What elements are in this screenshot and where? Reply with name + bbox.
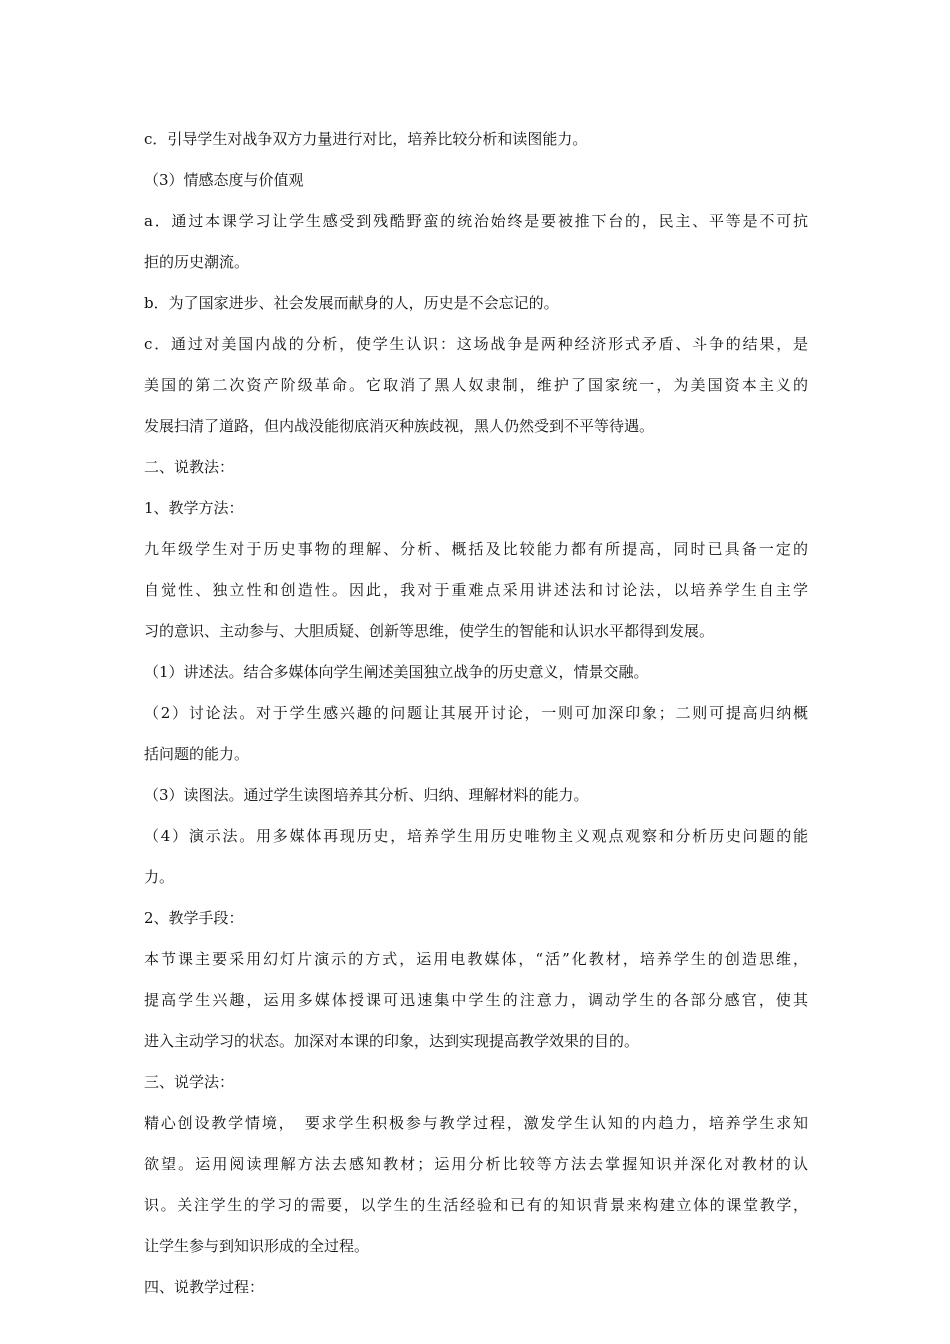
section-heading-emotion-values: （3）情感态度与价值观 <box>144 171 304 189</box>
document-body <box>144 124 808 1313</box>
text-line-c-3: 发展扫清了道路，但内战没能彻底消灭种族歧视，黑人仍然受到不平等待遇。 <box>144 417 655 435</box>
paragraph-means-3: 进入主动学习的状态。加深对本课的印象，达到实现提高教学效果的目的。 <box>144 1032 640 1050</box>
paragraph-learning-2: 欲望。运用阅读理解方法去感知教材；运用分析比较等方法去掌握知识并深化对教材的认 <box>144 1155 808 1173</box>
text-line-a-2: 拒的历史潮流。 <box>144 253 250 271</box>
paragraph-grade9-1: 九年级学生对于历史事物的理解、分析、概括及比较能力都有所提高，同时已具备一定的 <box>144 540 808 558</box>
paragraph-learning-1: 精心创设教学情境， 要求学生积极参与教学过程，激发学生认知的内趋力，培养学生求知 <box>144 1114 808 1132</box>
subheading-teaching-means: 2、教学手段： <box>144 909 244 927</box>
method-narration: （1）讲述法。结合多媒体向学生阐述美国独立战争的历史意义，情景交融。 <box>144 663 649 681</box>
section-heading-teaching-process: 四、说教学过程： <box>144 1278 265 1296</box>
text-line-c-compare: c．引导学生对战争双方力量进行对比，培养比较分析和读图能力。 <box>144 130 588 148</box>
method-map-reading: （3）读图法。通过学生读图培养其分析、归纳、理解材料的能力。 <box>144 786 589 804</box>
paragraph-grade9-2: 自觉性、独立性和创造性。因此，我对于重难点采用讲述法和讨论法，以培养学生自主学 <box>144 581 808 599</box>
text-line-c-2: 美国的第二次资产阶级革命。它取消了黑人奴隶制，维护了国家统一，为美国资本主义的 <box>144 376 808 394</box>
method-discussion-2: 括问题的能力。 <box>144 745 250 763</box>
method-demonstration-2: 力。 <box>144 868 175 886</box>
paragraph-learning-4: 让学生参与到知识形成的全过程。 <box>144 1237 370 1255</box>
text-line-b: b．为了国家进步、社会发展而献身的人，历史是不会忘记的。 <box>144 294 559 312</box>
paragraph-grade9-3: 习的意识、主动参与、大胆质疑、创新等思维，使学生的智能和认识水平都得到发展。 <box>144 622 715 640</box>
paragraph-means-2: 提高学生兴趣，运用多媒体授课可迅速集中学生的注意力，调动学生的各部分感官，使其 <box>144 991 808 1009</box>
section-heading-teaching-methods: 二、说教法： <box>144 458 235 476</box>
subheading-teaching-method: 1、教学方法： <box>144 499 244 517</box>
text-line-a-1: a．通过本课学习让学生感受到残酷野蛮的统治始终是要被推下台的，民主、平等是不可抗 <box>144 212 808 230</box>
paragraph-learning-3: 识。关注学生的学习的需要，以学生的生活经验和已有的知识背景来构建立体的课堂教学， <box>144 1196 808 1214</box>
paragraph-means-1: 本节课主要采用幻灯片演示的方式，运用电教媒体，“活”化教材，培养学生的创造思维， <box>144 950 808 968</box>
section-heading-learning-methods: 三、说学法： <box>144 1073 235 1091</box>
text-line-c-1: c．通过对美国内战的分析，使学生认识：这场战争是两种经济形式矛盾、斗争的结果，是 <box>144 335 808 353</box>
method-demonstration-1: （4）演示法。用多媒体再现历史，培养学生用历史唯物主义观点观察和分析历史问题的能 <box>144 827 808 845</box>
method-discussion-1: （2）讨论法。对于学生感兴趣的问题让其展开讨论，一则可加深印象；二则可提高归纳概 <box>144 704 808 722</box>
